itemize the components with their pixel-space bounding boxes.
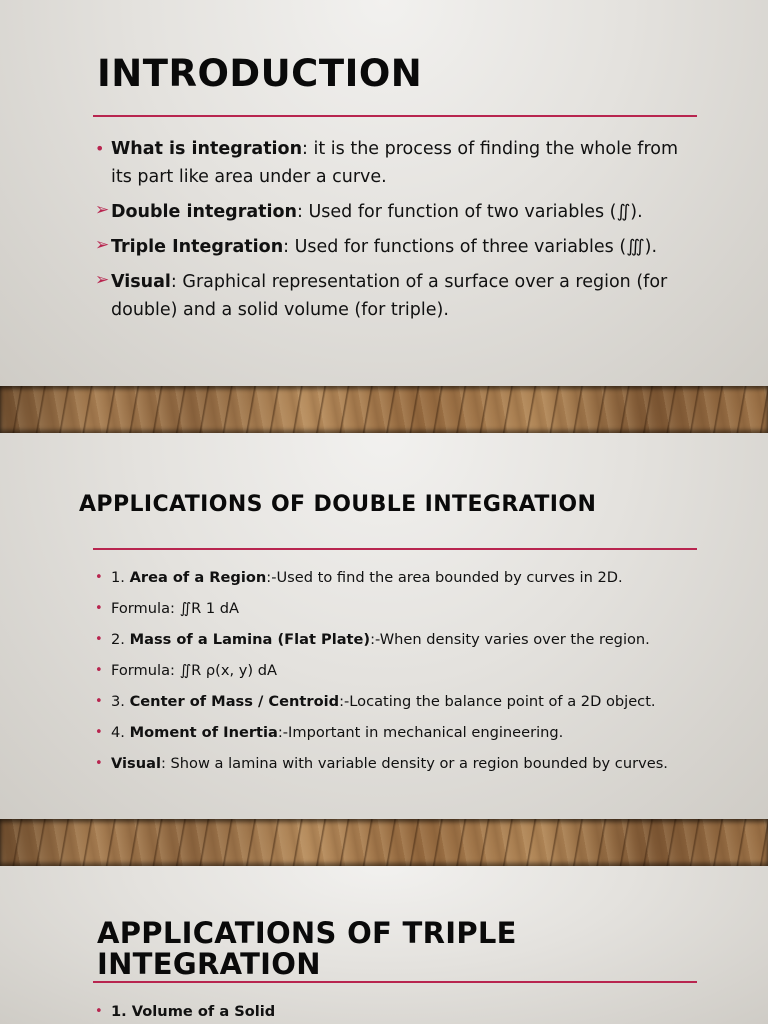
- list-item: [95, 597, 701, 620]
- list-item: [95, 628, 701, 651]
- formula: Formula: ∬R ρ(x, y) dA: [111, 662, 277, 679]
- slide-title: APPLICATIONS OF DOUBLE INTEGRATION: [79, 492, 597, 517]
- list-item: [95, 690, 701, 713]
- bullet-dot-icon: •: [95, 725, 103, 740]
- definition: :-Locating the balance point of a 2D object.: [339, 693, 656, 710]
- term: Moment of Inertia: [129, 724, 278, 741]
- bullet-dot-icon: •: [95, 601, 103, 616]
- term: Area of a Region: [129, 569, 267, 586]
- list-item: [95, 721, 701, 744]
- item-number: 4.: [111, 724, 130, 741]
- definition: : Graphical representation of a surface over a region (for double) and a solid volume (for triple).: [111, 272, 668, 320]
- definition: : Used for functions of three variables (∭).: [283, 237, 658, 257]
- term: 1. Volume of a Solid: [111, 1003, 276, 1020]
- formula: Formula: ∬R 1 dA: [111, 600, 240, 617]
- title-divider: [93, 548, 697, 550]
- definition: :-Important in mechanical engineering.: [277, 724, 564, 741]
- list-item: [95, 268, 701, 324]
- arrow-bullet-icon: ➢: [95, 235, 110, 255]
- arrow-bullet-icon: ➢: [95, 200, 110, 220]
- list-item: [95, 233, 701, 261]
- bullet-dot-icon: •: [95, 1004, 103, 1019]
- title-divider: [93, 981, 697, 983]
- item-number: 1.: [111, 569, 130, 586]
- list-item: [95, 1000, 701, 1023]
- definition: : Used for function of two variables (∬).: [297, 202, 643, 222]
- list-item: [95, 198, 701, 226]
- wood-divider: [0, 386, 768, 433]
- term: Center of Mass / Centroid: [129, 693, 340, 710]
- bullet-dot-icon: •: [95, 139, 105, 158]
- term: Triple Integration: [111, 237, 284, 257]
- definition: : Show a lamina with variable density or a region bounded by curves.: [160, 755, 668, 772]
- bullet-list: [95, 566, 701, 783]
- term: Mass of a Lamina (Flat Plate): [129, 631, 371, 648]
- term: Visual: [111, 272, 171, 292]
- term: Visual: [111, 755, 161, 772]
- bullet-dot-icon: •: [95, 756, 103, 771]
- slide-title: INTRODUCTION: [97, 52, 423, 95]
- bullet-dot-icon: •: [95, 663, 103, 678]
- item-number: 3.: [111, 693, 130, 710]
- list-item: [95, 752, 701, 775]
- title-divider: [93, 115, 697, 117]
- definition: :-Used to find the area bounded by curves in 2D.: [266, 569, 623, 586]
- item-number: 2.: [111, 631, 130, 648]
- term: What is integration: [111, 139, 303, 159]
- definition: : it is the process of finding the whole from its part like area under a curve.: [111, 139, 679, 187]
- arrow-bullet-icon: ➢: [95, 270, 110, 290]
- bullet-list: [95, 135, 701, 331]
- slide-title: APPLICATIONS OF TRIPLE INTEGRATION: [97, 916, 517, 981]
- bullet-dot-icon: •: [95, 694, 103, 709]
- list-item: [95, 659, 701, 682]
- list-item: [95, 566, 701, 589]
- bullet-dot-icon: •: [95, 570, 103, 585]
- definition: :-When density varies over the region.: [370, 631, 650, 648]
- list-item: [95, 135, 701, 191]
- bullet-dot-icon: •: [95, 632, 103, 647]
- bullet-list: [95, 1000, 701, 1023]
- wood-divider: [0, 819, 768, 866]
- term: Double integration: [111, 202, 297, 222]
